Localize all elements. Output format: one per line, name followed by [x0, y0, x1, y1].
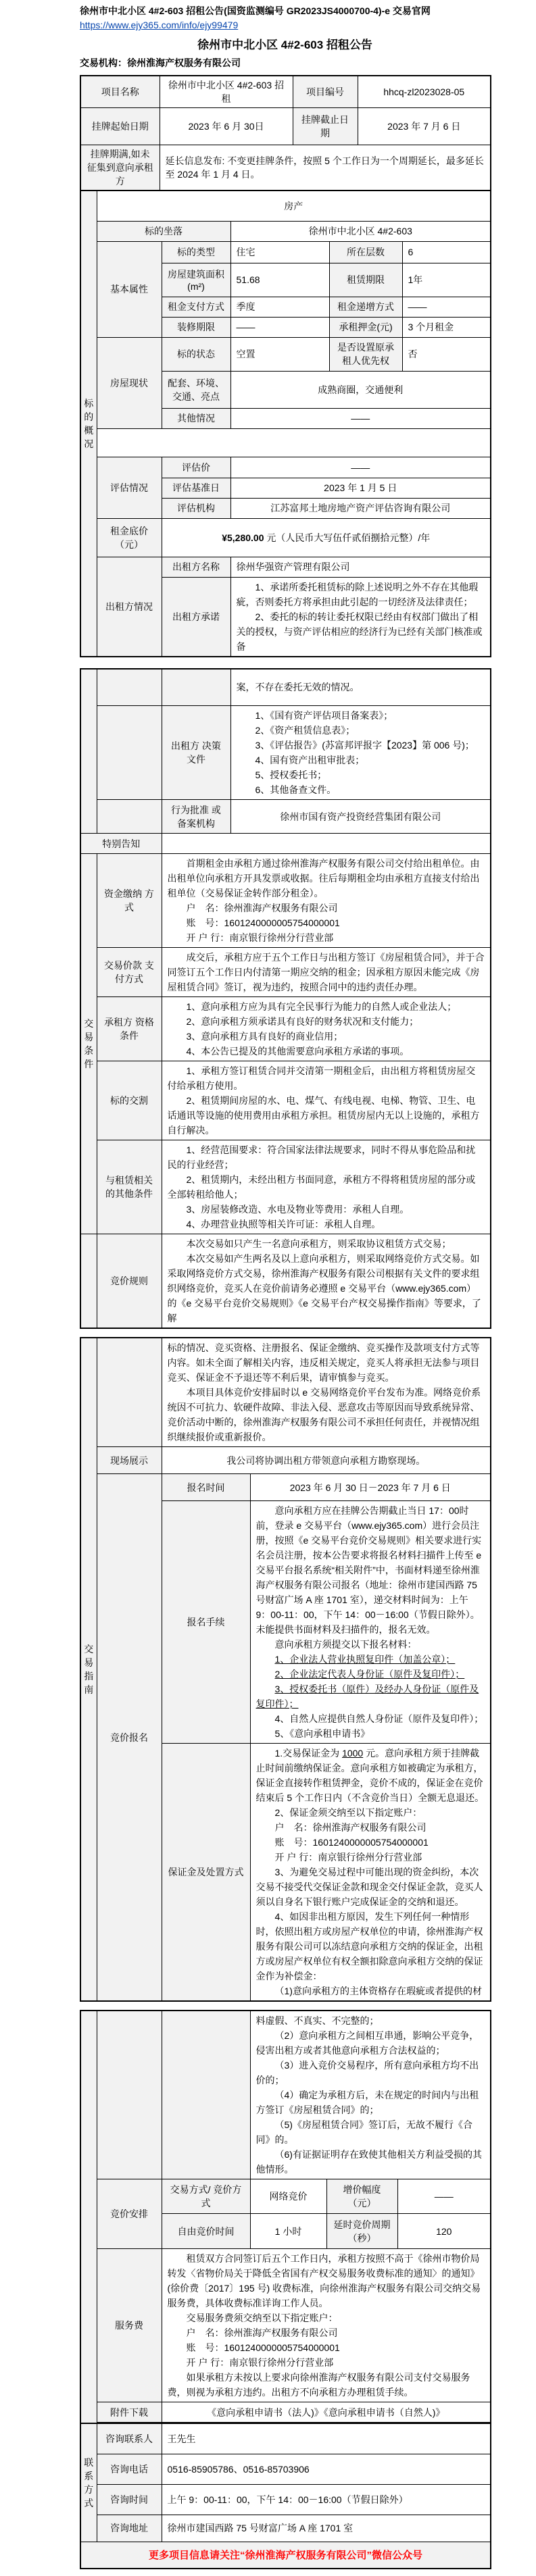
page-title: 徐州市中北小区 4#2-603 招租公告 [197, 39, 372, 51]
table-row [80, 337, 491, 371]
material-item: 4、自然人应提供自然人身份证（原件及复印件）； [274, 1713, 484, 1724]
table-row [80, 997, 491, 1061]
deposit-handle-value [250, 1744, 491, 2002]
eval-date-value: 2023 年 1 月 5 日 [230, 478, 491, 498]
asset-type-title: 房产 [97, 191, 491, 221]
group-label-basic: 基本属性 [97, 241, 162, 337]
section-label-conditions: 交易条件 [80, 854, 97, 1234]
doc-item: 3、《评估报告》(苏富邦评报字【2023】第 006 号)； [255, 740, 474, 751]
trading-agency: 交易机构：徐州淮海产权服务有限公司 [80, 57, 241, 68]
increase-label: 租金递增方式 [329, 297, 402, 317]
increment-value: —— [397, 2179, 491, 2214]
account-name-line: 户 名：徐州淮海产权服务有限公司 [186, 2327, 338, 2338]
other-condition-item: 3、房屋装修改造、水电及物业等费用：承租人自理。 [186, 1204, 410, 1215]
listing-end-label: 挂牌截止日期 [293, 108, 358, 145]
delivery-item: 1、承租方签订租赁合同并交清第一期租金后，由出租方将租赁房屋交付给承租方使用。 [167, 1065, 476, 1091]
group-label-eval: 评估情况 [97, 457, 162, 518]
contact-person-label: 咨询联系人 [97, 2423, 162, 2454]
fund-pay-value [162, 854, 491, 948]
listing-start-value: 2023 年 6 月 30日 [160, 108, 293, 145]
floor-price-rest: 元（人民币大写伍仟贰佰捌拾元整）/年 [264, 532, 431, 543]
delivery-value [162, 1061, 491, 1140]
procedure-paragraph: 意向承租方应在挂牌公告期截止当日 17：00时前，登录 e 交易平台（www.ejy365.com）进行会员注册，按照《e 交易平台竞价交易规则》相关要求进行实名会员注册，按本公告要求将报名材料扫描件上传至 e 交易平台报名系统“相关附件”中，书面材料递至徐州淮海产权服务有限公司报名（地址：徐州市建国西路 75 号财富广场 A 座 1701 室），递交材料时间为：上午 9：00-11：00，下午 14：00－16:00（节假日除外）。未能提供书面材料及扫描件的，报名无效。 [255, 1505, 482, 1635]
increase-value: —— [402, 297, 491, 317]
fee-paragraph: 交易服务费须交纳至以下指定账户： [186, 2313, 338, 2323]
deposit-cont-item: （6)有证据证明存在致使其他相关方利益受损的其他情形。 [255, 2149, 482, 2175]
material-item: 1、企业法人营业执照复印件（加盖公章）； [274, 1654, 456, 1665]
promise-paragraph-cont: 案，不存在委托无效的情况。 [236, 682, 360, 693]
deposit-continuation [250, 2011, 491, 2179]
contact-phone-value: 0516-85905786、0516-85703906 [162, 2454, 491, 2484]
trade-mode-label: 交易方式/ 竞价方式 [162, 2179, 250, 2214]
pay-method-label: 租金支付方式 [162, 297, 230, 317]
account-bank-line: 开 户 行：南京银行徐州分行营业部 [186, 2357, 334, 2368]
floor-price-label: 租金底价（元） [97, 518, 162, 557]
deposit-paragraph: （1)意向承租方的主体资格存在瑕疵或者提供的材 [274, 1986, 482, 1996]
account-no-line: 账 号：1601240000005754000001 [186, 917, 340, 928]
table-row [80, 2484, 491, 2515]
doc-item: 5、授权委托书； [255, 769, 327, 780]
account-no-line: 账 号：1601240000005754000001 [186, 2342, 340, 2353]
price-pay-label: 交易价款 支付方式 [97, 948, 162, 997]
group-label-lessor: 出租方情况 [97, 557, 162, 657]
procedure-paragraph: 意向承租方须提交以下报名材料： [274, 1639, 417, 1650]
qualification-label: 承租方 资格条件 [97, 997, 162, 1061]
deposit-handle-label: 保证金及处置方式 [162, 1744, 250, 2002]
environment-value: 成熟商圈，交通便利 [230, 371, 491, 408]
section-label-guide: 交易指南 [80, 1338, 97, 2001]
delivery-label: 标的交割 [97, 1061, 162, 1140]
signup-group-cont [97, 2011, 162, 2179]
deposit-paragraph: 2、保证金须交纳至以下指定账户： [274, 1807, 422, 1818]
group-label-signup: 竞价报名 [97, 1474, 162, 2002]
term-label: 租赁期限 [329, 263, 402, 297]
deposit-paragraph: 4、如因非出租方原因，发生下列任何一种情形时，依照出租方或房屋产权单位的申请，徐州淮海产权服务有限公司可以冻结意向承租方交纳的保证金，出租方或房屋产权单位有权全额扣除意向承租方交纳的保证金作为补偿金： [255, 1911, 483, 1981]
price-pay-value [162, 948, 491, 997]
material-item: 5、《意向承租申请书》 [274, 1728, 370, 1739]
bidding-rule-paragraph: 本次交易如只产生一名意向承租方，则采取协议租赁方式交易； [186, 1238, 452, 1249]
asset-kind-label: 标的类型 [162, 241, 230, 263]
table-row [80, 2011, 491, 2179]
lessor-group-cont [97, 706, 162, 800]
table-row [80, 191, 491, 221]
site-show-value: 我公司将协调出租方带领意向承租方勘察现场。 [162, 1447, 491, 1474]
price-pay-paragraph: 成交后，承租方应于五个工作日与出租方签订《房屋租赁合同》，并于合同签订五个工作日内付清第一期应交纳的租金；因承租方原因未能完成《房屋租赁合同》签订，视为违约，按照合同中的违约责任办理。 [167, 952, 485, 992]
guide-table [80, 1337, 491, 2002]
guide-cont-paragraph: 本项目具体竞价安排届时以 e 交易网络竞价平台发布为准。网络竞价系统因不可抗力、软硬件故障、非法入侵、恶意攻击等原因而导致系统异常、竞价活动中断的，徐州淮海产权服务有限公司不承担任何责任，并视情况组织继续报价或重新报价。 [167, 1387, 481, 1442]
eval-price-value: —— [230, 457, 491, 478]
deposit-paragraph: 3、为避免交易过程中可能出现的资金纠纷，本次交易不接受代交保证金款和现金交付保证金款，竞买人须以自身名下银行账户完成保证金的交纳和退还。 [255, 1867, 483, 1907]
deposit-paragraph [256, 1746, 485, 1805]
floor-price-value [162, 518, 491, 557]
conditions-table [80, 668, 491, 1330]
table-row [80, 1140, 491, 1234]
priority-label: 是否设置原承租人优先权 [329, 337, 402, 371]
doc-item: 4、国有资产出租审批表； [255, 755, 365, 765]
floor-price-amount: ¥5,280.00 [222, 532, 264, 543]
delay-cycle-label: 延时竞价周期 （秒） [326, 2214, 397, 2249]
qualification-item: 4、本公告已提及的其他需要意向承租方承诺的事项。 [186, 1046, 410, 1057]
expire-label: 挂牌期满,如未征集到意向承租方 [80, 145, 160, 191]
deposit-cont-item: （5)《房屋租赁合同》签订后，无故不履行《合同》的。 [255, 2119, 472, 2145]
other-conditions-label: 与租赁相关 的其他条件 [97, 1140, 162, 1234]
fee-paragraph: 租赁双方合同签订后五个工作日内，承租方按照不高于《徐州市物价局转发〈省物价局关于降低全省国有产权交易服务收费标准的通知〉的通知》(徐价费〔2017〕195 号) 收费标准，向徐州淮海产权服务有限公司交纳交易服务费，具体收费标准详询工作人员。 [167, 2253, 481, 2308]
table-row [80, 2402, 491, 2423]
table-row [80, 241, 491, 263]
lessor-group-cont [97, 669, 162, 706]
delivery-item: 2、租赁期间房屋的水、电、煤气、有线电视、电梯、物管、卫生、电话通讯等设施的使用费用由承租方承担。租赁房屋内无以上设施的，承租方自行解决。 [167, 1095, 480, 1136]
other-status-label: 其他情况 [162, 408, 230, 428]
contact-time-value: 上午 9：00-11：00，下午 14：00－16:00（节假日除外） [162, 2484, 491, 2515]
decorate-value: —— [230, 317, 329, 337]
announcement-url-link[interactable]: https://www.ejy365.com/info/ejy99479 [80, 20, 239, 30]
bidding-rule-value [162, 1234, 491, 1329]
deposit-cont-item: （3）进入竞价交易程序，所有意向承租方均不出价的； [255, 2060, 479, 2086]
free-bid-label: 自由竞价时间 [162, 2214, 250, 2249]
table-row [80, 76, 491, 108]
table-row [80, 457, 491, 478]
deposit-cont-item: 料虚假、不真实、不完整的； [255, 2015, 379, 2026]
bidding-rule-continuation [162, 1338, 491, 1447]
deposit-value: 3 个月租金 [402, 317, 491, 337]
table-row [80, 2179, 491, 2214]
contact-table [80, 2423, 491, 2569]
table-row [80, 2515, 491, 2542]
wechat-footer-notice: 更多项目信息请关注“徐州淮海产权服务有限公司”微信公众号 [80, 2542, 491, 2569]
project-name-value: 徐州市中北小区 4#2-603 招租 [160, 76, 293, 108]
overview-table [80, 190, 491, 657]
table-row [80, 2249, 491, 2402]
approve-org-value: 徐州市国有资产投资经营集团有限公司 [230, 800, 491, 834]
priority-value: 否 [402, 337, 491, 371]
eval-date-label: 评估基准日 [162, 478, 230, 498]
service-fee-value [162, 2249, 491, 2402]
pay-method-value: 季度 [230, 297, 329, 317]
table-row [80, 834, 491, 854]
material-item: 2、企业法定代表人身份证（原件及复印件）； [274, 1669, 465, 1680]
attachment-value[interactable]: 《意向承租申请书（法人)》《意向承租申请书（自然人)》 [162, 2402, 491, 2423]
special-notice-label: 特别告知 [80, 834, 162, 854]
project-no-value: hhcq-zl2023028-05 [358, 76, 491, 108]
promise-continuation [230, 669, 491, 706]
lessor-promise-value [230, 577, 491, 657]
area-label: 房屋建筑面积(m²) [162, 263, 230, 297]
fund-paragraph: 首期租金由承租方通过徐州淮海产权服务有限公司交付给出租单位。由出租单位向承租方开具发票或收据。往后每期租金均由承租方直接支付给出租单位（交易保证金转作部分租金）。 [167, 858, 480, 899]
page-break-row [80, 428, 491, 457]
increment-label: 增价幅度（元） [326, 2179, 397, 2214]
lessor-promise-label: 出租方承诺 [162, 577, 230, 657]
promise-label-cont [162, 669, 230, 706]
bidding-rule-label: 竞价规则 [97, 1234, 162, 1329]
deposit-amount: 1000 [342, 1748, 364, 1759]
listing-start-label: 挂牌起始日期 [80, 108, 160, 145]
state-value: 空置 [230, 337, 329, 371]
table-row [80, 800, 491, 834]
other-status-value: —— [230, 408, 491, 428]
site-show-label: 现场展示 [97, 1447, 162, 1474]
special-notice-value [162, 834, 491, 854]
meta-table [80, 75, 491, 191]
decision-docs-value [230, 706, 491, 800]
promise-paragraph: 2、委托的标的转让委托权限已经由有权部门做出了相关的授权，与资产评估相应的经济行为已经有关部门核准或备 [236, 611, 483, 652]
table-row [80, 706, 491, 800]
material-item: 3、授权委托书（原件）及经办人身份证（原件及复印件）； [255, 1684, 479, 1709]
other-condition-item: 2、租赁期内，未经出租方书面同意，承租方不得将租赁房屋的部分或全部转租给他人； [167, 1174, 476, 1200]
other-condition-item: 1、经营范围要求：符合国家法律法规要求，同时不得从事危险品和扰民的行业经营； [167, 1144, 476, 1170]
table-row [80, 669, 491, 706]
eval-org-value: 江苏富邦土地房地产资产评估咨询有限公司 [230, 498, 491, 518]
deposit-amount-rest: 元。意向承租方须于挂牌截止时间前缴纳保证金。意向承租方如被确定为承租方，保证金直接转作租赁押金，竞价不成的，保证金在竞价结束后 5 个工作日内（不含竞价当日）全额无息退还。 [255, 1748, 485, 1803]
table-row [80, 1061, 491, 1140]
bidding-rule-paragraph: 本次交易如产生两名及以上意向承租方，则采取网络竞价方式交易。如采取网络竞价方式交易，徐州淮海产权服务有限公司根据有关文件的要求组织网络竞价，竞买人在竞价前请务必遵照 e 交易平台（www.ejy365.com）的《e 交易平台竞价交易规则》《e 交易平台产权交易操作指南》等要求，了解 [167, 1253, 481, 1323]
blank-cell [97, 428, 491, 457]
account-no-line: 账 号：1601240000005754000001 [274, 1837, 429, 1848]
qualification-item: 1、意向承租方应为具有完全民事行为能力的自然人或企业法人； [186, 1001, 457, 1012]
contact-addr-label: 咨询地址 [97, 2515, 162, 2542]
section-label-guide-cont [80, 2011, 97, 2423]
asset-kind-value: 住宅 [230, 241, 329, 263]
table-row [80, 2454, 491, 2484]
group-label-status: 房屋现状 [97, 337, 162, 428]
term-value: 1年 [402, 263, 491, 297]
environment-label: 配套、环境、交通、亮点 [162, 371, 230, 408]
section-label-overview: 标的概况 [80, 191, 97, 657]
service-fee-label: 服务费 [97, 2249, 162, 2402]
section-label-empty [80, 1234, 97, 1329]
contact-person-value: 王先生 [162, 2423, 491, 2454]
table-row [80, 2423, 491, 2454]
state-label: 标的状态 [162, 337, 230, 371]
decision-docs-label: 出租方 决策文件 [162, 706, 230, 800]
table-row [80, 145, 491, 191]
account-bank-line: 开 户 行：南京银行徐州分行营业部 [186, 932, 334, 943]
doc-item: 1、《国有资产评估项目备案表》； [255, 710, 393, 721]
lessor-group-cont [97, 800, 162, 834]
section-label-overview-cont [80, 669, 97, 834]
table-row [80, 1234, 491, 1329]
section-label-contact: 联系方式 [80, 2423, 97, 2542]
other-condition-item: 4、办理营业执照等相关许可证：承租人自理。 [186, 1219, 381, 1230]
deposit-cont-item: （4）确定为承租方后，未在规定的时间内与出租方签订《房屋租赁合同》的； [255, 2090, 479, 2115]
deposit-label: 承租押金(元) [329, 317, 402, 337]
approve-org-label: 行为批准 或备案机构 [162, 800, 230, 834]
contact-phone-label: 咨询电话 [97, 2454, 162, 2484]
account-bank-line: 开 户 行：南京银行徐州分行营业部 [274, 1852, 422, 1863]
lessor-name-value: 徐州华强资产管理有限公司 [230, 557, 491, 577]
window-title: 徐州市中北小区 4#2-603 招租公告(国资监测编号 GR2023JS4000700-4)-e 交易官网 [80, 5, 431, 16]
lessor-name-label: 出租方名称 [162, 557, 230, 577]
table-row [80, 2542, 491, 2569]
account-name-line: 户 名：徐州淮海产权服务有限公司 [274, 1822, 427, 1833]
contact-addr-value: 徐州市建国西路 75 号财富广场 A 座 1701 室 [162, 2515, 491, 2542]
contact-time-label: 咨询时间 [97, 2484, 162, 2515]
table-row [80, 948, 491, 997]
other-conditions-value [162, 1140, 491, 1234]
doc-item: 2、《资产租赁信息表》； [255, 725, 356, 736]
listing-end-value: 2023 年 7 月 6 日 [358, 108, 491, 145]
table-row [80, 854, 491, 948]
group-label-arrange: 竞价安排 [97, 2179, 162, 2249]
project-no-label: 项目编号 [293, 76, 358, 108]
floor-value: 6 [402, 241, 491, 263]
signup-procedure-label: 报名手续 [162, 1501, 250, 1744]
table-row [80, 557, 491, 577]
location-value: 徐州市中北小区 4#2-603 [230, 221, 491, 241]
eval-price-label: 评估价 [162, 457, 230, 478]
guide-cont-paragraph: 标的情况、竞买资格、注册报名、保证金缴纳、竞买操作及款项支付方式等内容。如未全面了解相关内容，违反相关规定，竞买人将承担无法参与项目竞买、保证金不予退还等不利后果，请审慎参与竞买。 [167, 1342, 480, 1383]
fund-pay-label: 资金缴纳 方式 [97, 854, 162, 948]
guide-table-2 [80, 2010, 491, 2424]
table-row [80, 1447, 491, 1474]
qualification-value [162, 997, 491, 1061]
trade-mode-value: 网络竞价 [250, 2179, 326, 2214]
rule-label-cont [97, 1338, 162, 1447]
qualification-item: 3、意向承租方具有良好的商业信用； [186, 1031, 343, 1042]
url-line [80, 19, 490, 31]
free-bid-value: 1 小时 [250, 2214, 326, 2249]
decorate-label: 装修期限 [162, 317, 230, 337]
deposit-label-cont [162, 2011, 250, 2179]
fee-paragraph: 如果承租方未按以上要求向徐州淮海产权服务有限公司支付交易服务费，则视为承租方违约。出租方不向承租方办理租赁手续。 [167, 2372, 470, 2398]
delay-cycle-value: 120 [397, 2214, 491, 2249]
table-row [80, 518, 491, 557]
expire-value: 延长信息发布: 不变更挂牌条件，按照 5 个工作日为一个周期延长，最多延长至 2024 年 1 月 4 日。 [160, 145, 491, 191]
location-label: 标的坐落 [97, 221, 230, 241]
table-row [80, 1338, 491, 1447]
signup-time-value: 2023 年 6 月 30 日－2023 年 7 月 6 日 [250, 1474, 491, 1501]
doc-item: 6、其他备查文件。 [255, 784, 337, 795]
table-row [80, 108, 491, 145]
eval-org-label: 评估机构 [162, 498, 230, 518]
deposit-cont-item: （2）意向承租方之间相互串通，影响公平竞争，侵害出租方或者其他意向承租方合法权益的； [255, 2030, 479, 2056]
signup-procedure-value [250, 1501, 491, 1744]
area-value: 51.68 [230, 263, 329, 297]
table-row [80, 1474, 491, 1501]
project-name-label: 项目名称 [80, 76, 160, 108]
qualification-item: 2、意向承租方须承诺具有良好的财务状况和支付能力； [186, 1016, 419, 1027]
account-name-line: 户 名：徐州淮海产权服务有限公司 [186, 903, 338, 913]
signup-time-label: 报名时间 [162, 1474, 250, 1501]
promise-paragraph: 1、承诺所委托租赁标的除上述说明之外不存在其他瑕疵，否则委托方将承担由此引起的一切经济及法律责任； [236, 581, 479, 607]
attachment-label: 附件下载 [97, 2402, 162, 2423]
deposit-amount-prefix: 1.交易保证金为 [274, 1748, 343, 1759]
floor-label: 所在层数 [329, 241, 402, 263]
table-row [80, 221, 491, 241]
